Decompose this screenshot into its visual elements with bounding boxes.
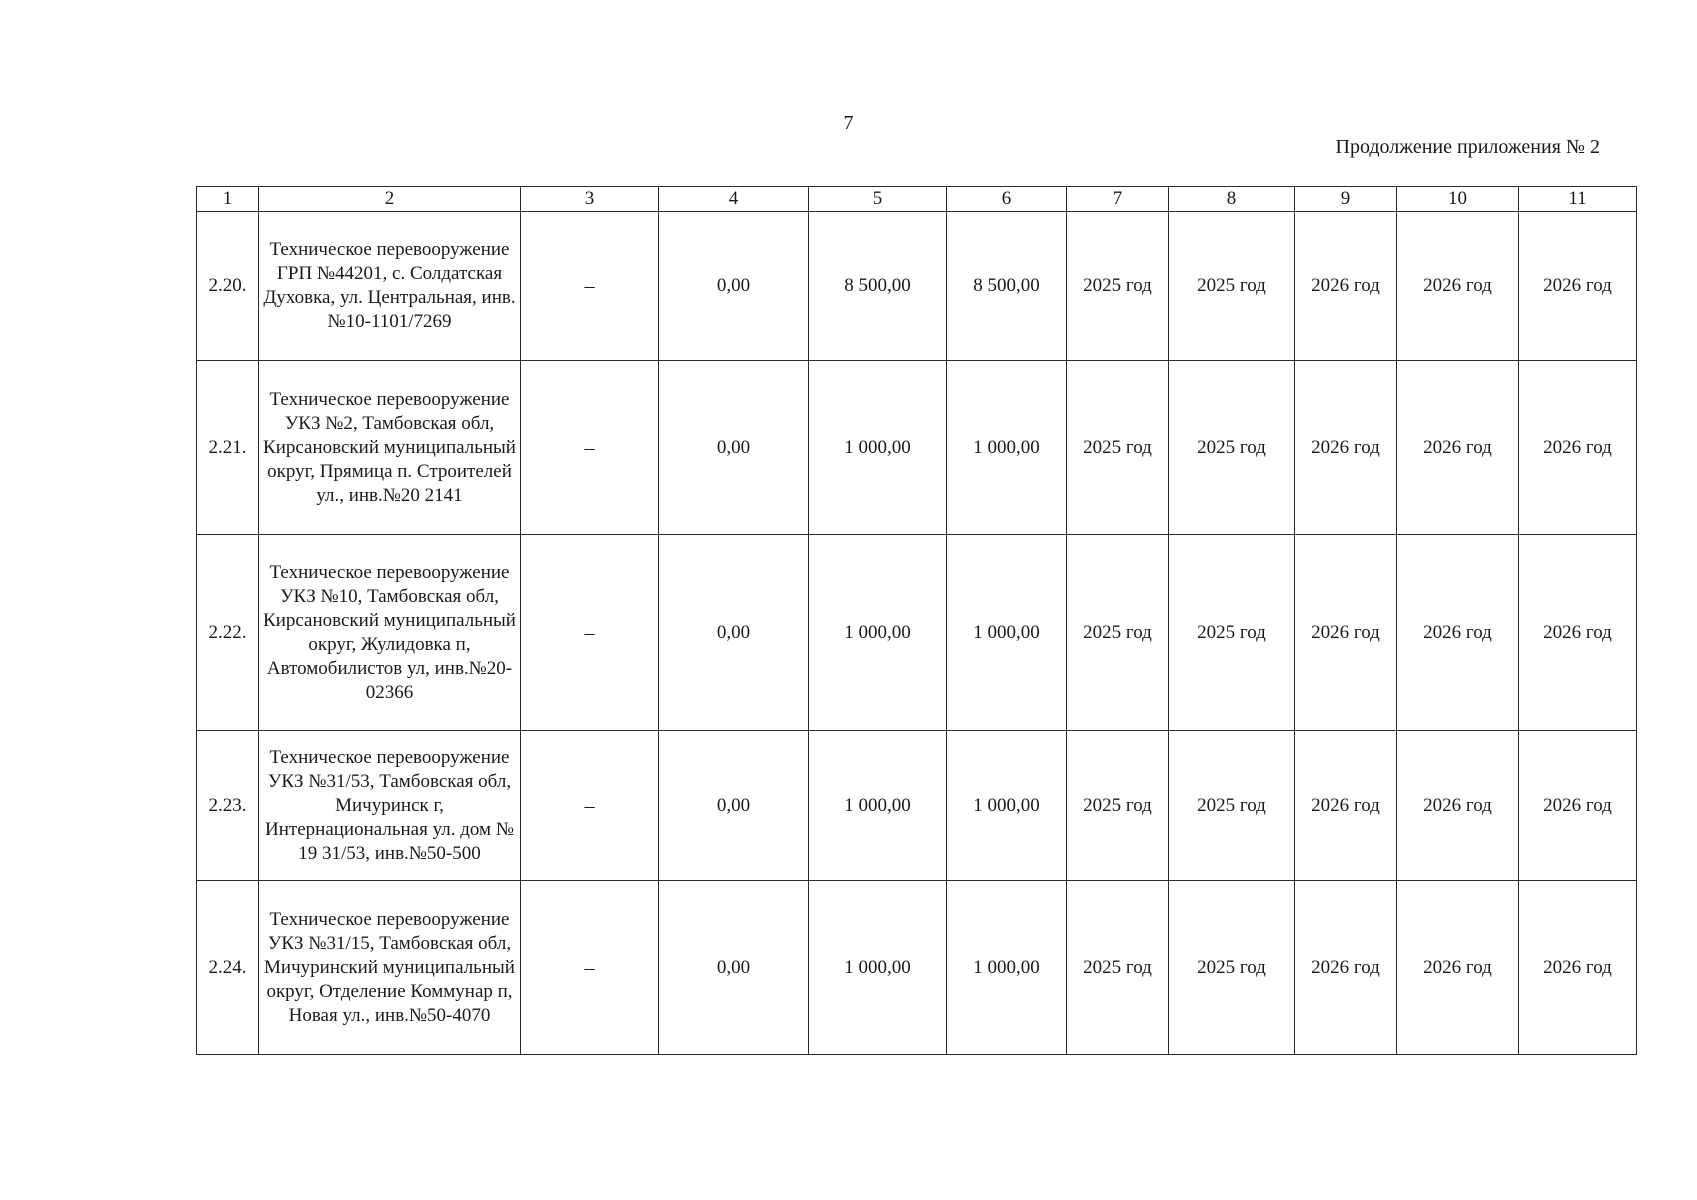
cell-col6: 1 000,00 (947, 731, 1067, 881)
column-number: 4 (659, 187, 809, 212)
cell-col8: 2025 год (1169, 361, 1295, 535)
appendix-continuation-note: Продолжение приложения № 2 (1335, 136, 1600, 158)
row-number: 2.21. (197, 361, 259, 535)
cell-col9: 2026 год (1295, 535, 1397, 731)
cell-col5: 1 000,00 (809, 361, 947, 535)
cell-col9: 2026 год (1295, 361, 1397, 535)
cell-col9: 2026 год (1295, 881, 1397, 1055)
data-table (196, 186, 1637, 1055)
column-number: 5 (809, 187, 947, 212)
cell-col6: 1 000,00 (947, 535, 1067, 731)
cell-col7: 2025 год (1067, 881, 1169, 1055)
cell-col3: – (521, 361, 659, 535)
row-description: Техническое перевооружение УКЗ №31/15, Тамбовская обл, Мичуринский муниципальный округ, Отделение Коммунар п, Новая ул., инв.№50-4070 (259, 881, 521, 1055)
column-number: 10 (1397, 187, 1519, 212)
cell-col10: 2026 год (1397, 212, 1519, 361)
cell-col11: 2026 год (1519, 535, 1637, 731)
cell-col5: 8 500,00 (809, 212, 947, 361)
cell-col5: 1 000,00 (809, 535, 947, 731)
cell-col7: 2025 год (1067, 361, 1169, 535)
cell-col3: – (521, 212, 659, 361)
cell-col5: 1 000,00 (809, 731, 947, 881)
cell-col3: – (521, 535, 659, 731)
cell-col4: 0,00 (659, 535, 809, 731)
column-number: 9 (1295, 187, 1397, 212)
cell-col6: 8 500,00 (947, 212, 1067, 361)
column-number: 2 (259, 187, 521, 212)
cell-col6: 1 000,00 (947, 881, 1067, 1055)
column-number: 6 (947, 187, 1067, 212)
column-number: 8 (1169, 187, 1295, 212)
row-description: Техническое перевооружение УКЗ №10, Тамбовская обл, Кирсановский муниципальный округ, Жулидовка п, Автомобилистов ул, инв.№20-02366 (259, 535, 521, 731)
table-row (197, 212, 1637, 361)
cell-col10: 2026 год (1397, 731, 1519, 881)
cell-col5: 1 000,00 (809, 881, 947, 1055)
cell-col10: 2026 год (1397, 881, 1519, 1055)
column-number: 7 (1067, 187, 1169, 212)
row-number: 2.22. (197, 535, 259, 731)
cell-col6: 1 000,00 (947, 361, 1067, 535)
cell-col11: 2026 год (1519, 731, 1637, 881)
cell-col7: 2025 год (1067, 212, 1169, 361)
row-description: Техническое перевооружение УКЗ №2, Тамбовская обл, Кирсановский муниципальный округ, Прямица п. Строителей ул., инв.№20 2141 (259, 361, 521, 535)
column-number: 11 (1519, 187, 1637, 212)
column-number: 1 (197, 187, 259, 212)
cell-col11: 2026 год (1519, 881, 1637, 1055)
table-row (197, 731, 1637, 881)
cell-col7: 2025 год (1067, 535, 1169, 731)
row-number: 2.23. (197, 731, 259, 881)
row-description: Техническое перевооружение УКЗ №31/53, Тамбовская обл, Мичуринск г, Интернациональная ул. дом № 19 31/53, инв.№50-500 (259, 731, 521, 881)
cell-col11: 2026 год (1519, 212, 1637, 361)
cell-col7: 2025 год (1067, 731, 1169, 881)
cell-col9: 2026 год (1295, 212, 1397, 361)
cell-col8: 2025 год (1169, 212, 1295, 361)
row-description: Техническое перевооружение ГРП №44201, с. Солдатская Духовка, ул. Центральная, инв. №10-1101/7269 (259, 212, 521, 361)
cell-col4: 0,00 (659, 881, 809, 1055)
cell-col4: 0,00 (659, 731, 809, 881)
cell-col4: 0,00 (659, 212, 809, 361)
cell-col8: 2025 год (1169, 881, 1295, 1055)
column-number: 3 (521, 187, 659, 212)
page-number: 7 (843, 112, 854, 134)
cell-col8: 2025 год (1169, 731, 1295, 881)
cell-col11: 2026 год (1519, 361, 1637, 535)
table-row (197, 361, 1637, 535)
row-number: 2.20. (197, 212, 259, 361)
table-row (197, 881, 1637, 1055)
cell-col3: – (521, 731, 659, 881)
cell-col10: 2026 год (1397, 361, 1519, 535)
cell-col4: 0,00 (659, 361, 809, 535)
cell-col8: 2025 год (1169, 535, 1295, 731)
table-row (197, 535, 1637, 731)
cell-col3: – (521, 881, 659, 1055)
row-number: 2.24. (197, 881, 259, 1055)
cell-col10: 2026 год (1397, 535, 1519, 731)
cell-col9: 2026 год (1295, 731, 1397, 881)
column-number-row (197, 187, 1637, 212)
